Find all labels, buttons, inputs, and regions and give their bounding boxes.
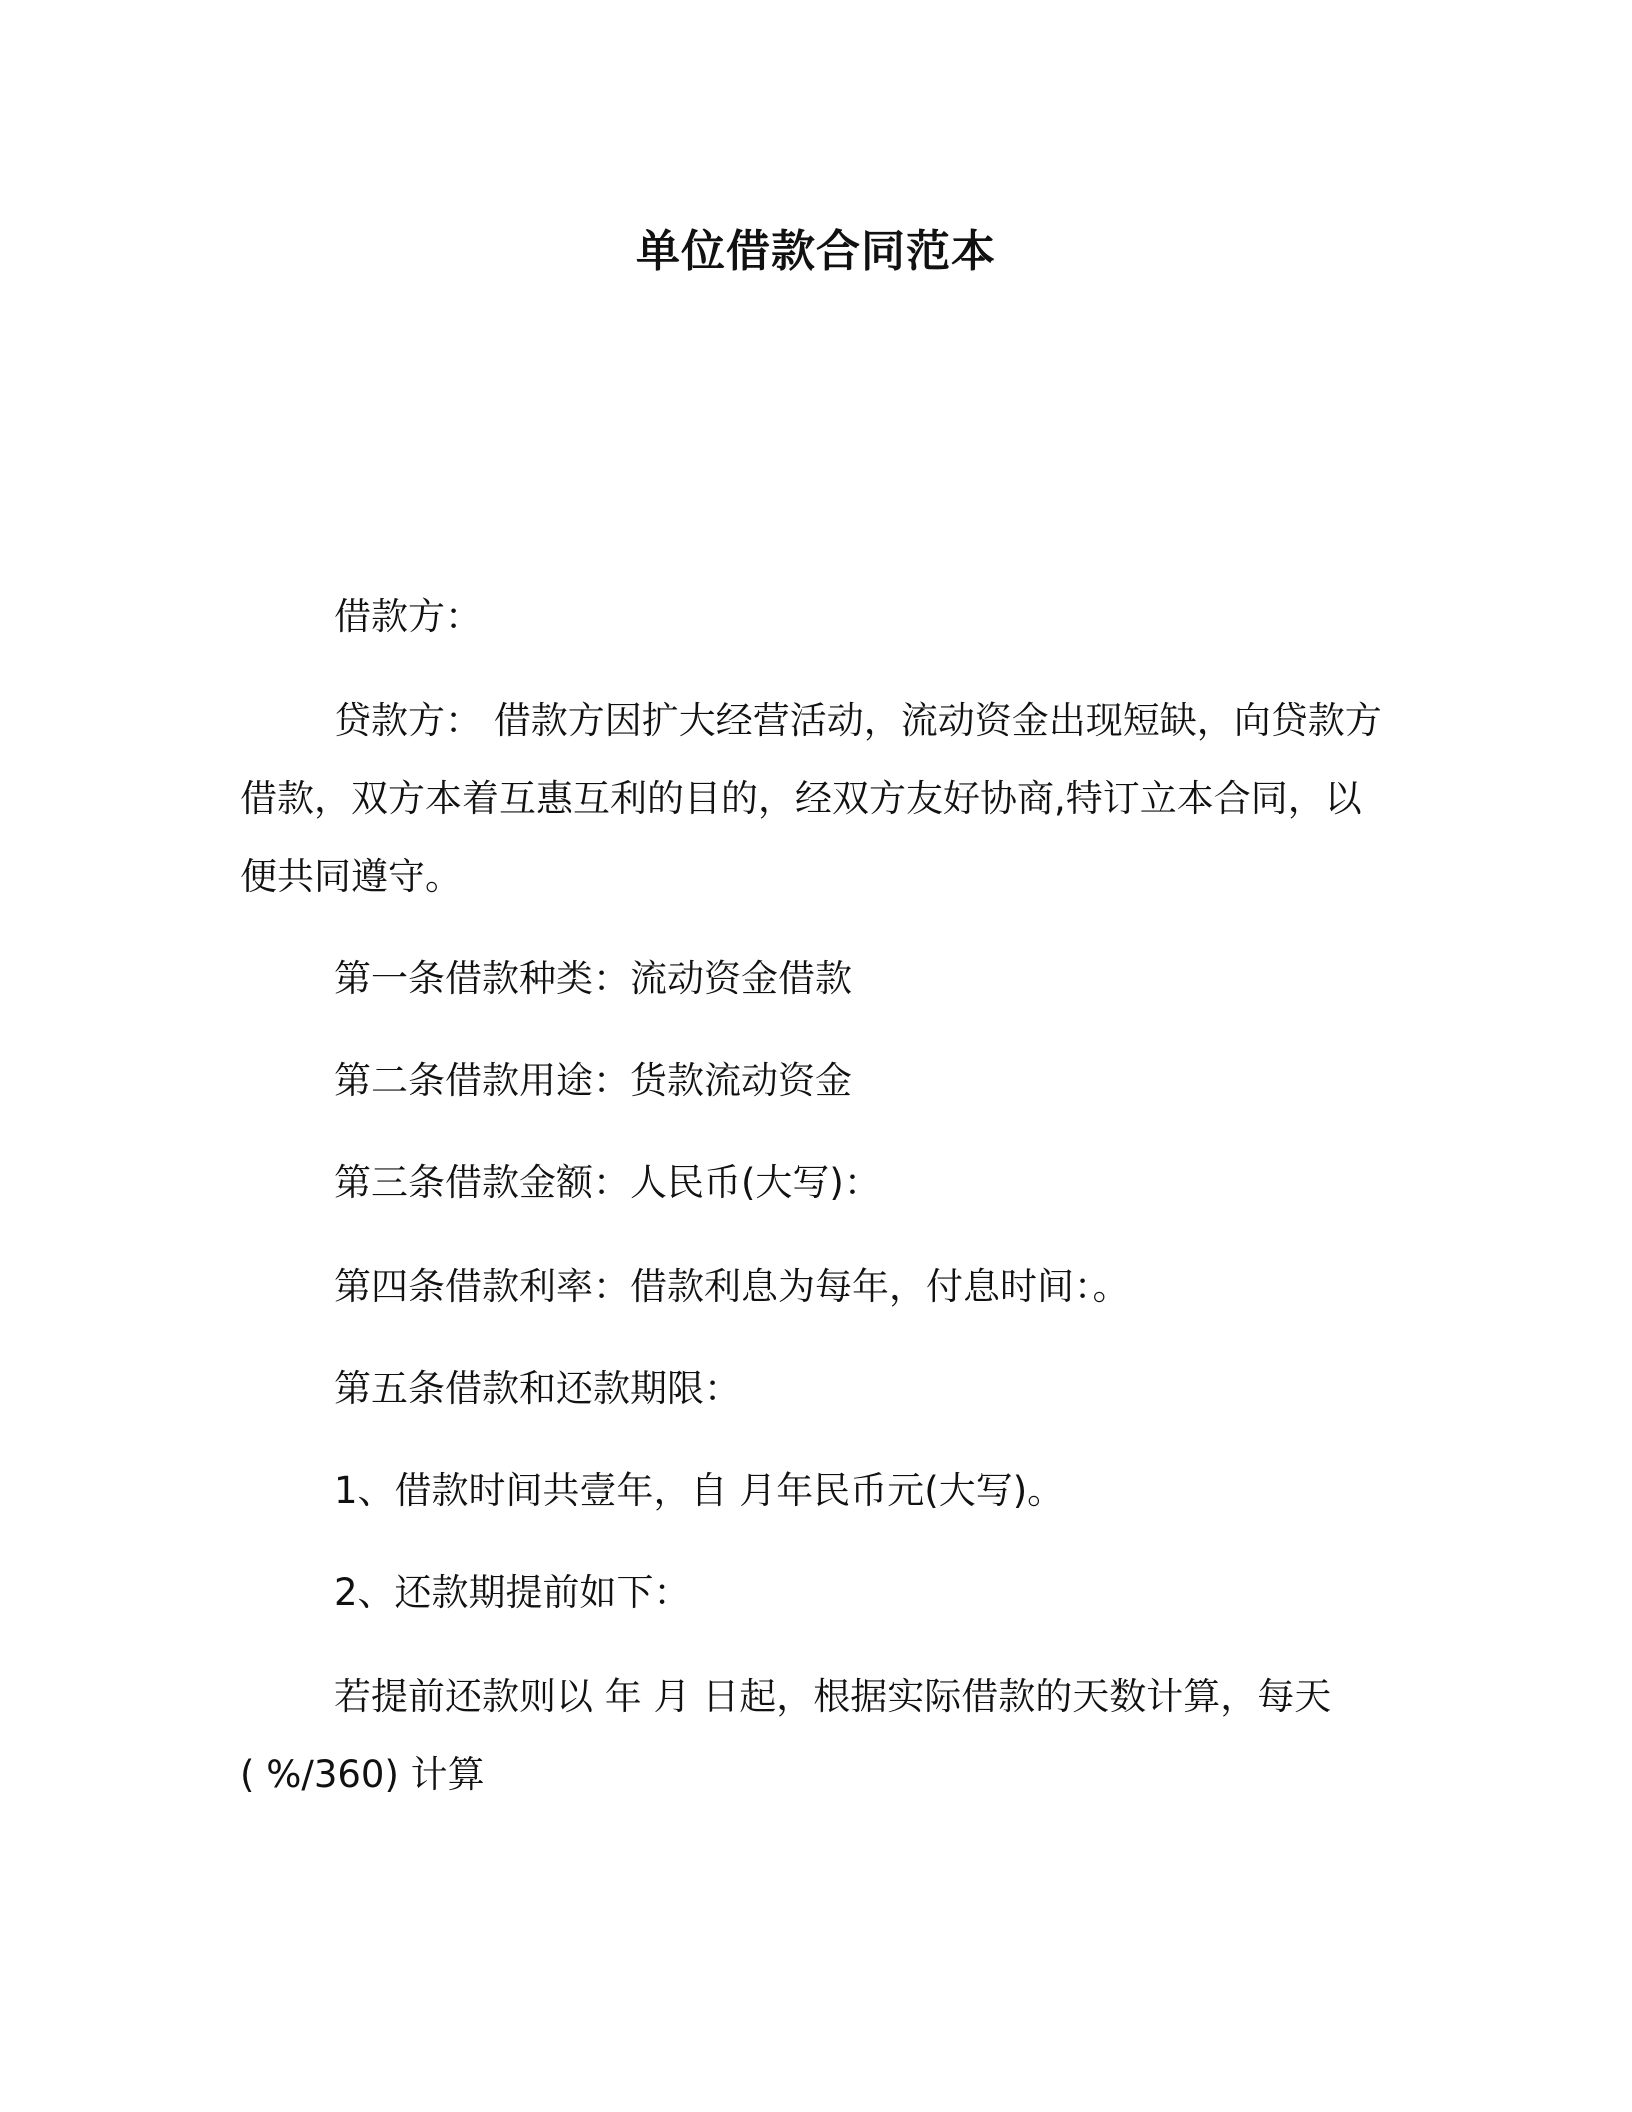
lender-line: 贷款方： 借款方因扩大经营活动，流动资金出现短缺，向贷款方 <box>334 699 1382 742</box>
article-5-loan-term: 第五条借款和还款期限： <box>334 1367 741 1410</box>
article-1-loan-type: 第一条借款种类：流动资金借款 <box>334 957 852 1000</box>
preamble-line-3: 便共同遵守。 <box>240 855 462 898</box>
article-4-interest-rate: 第四条借款利率：借款利息为每年，付息时间：。 <box>334 1265 1130 1308</box>
preamble-line-2: 借款，双方本着互惠互利的目的，经双方友好协商,特订立本合同，以 <box>240 777 1362 820</box>
document-title: 单位借款合同范本 <box>636 226 996 277</box>
article-3-loan-amount: 第三条借款金额：人民币(大写)： <box>334 1161 881 1204</box>
early-repayment-line-2: ( %/360) 计算 <box>240 1753 485 1796</box>
article-2-loan-purpose: 第二条借款用途：货款流动资金 <box>334 1059 852 1102</box>
term-clause-2: 2、还款期提前如下： <box>334 1571 691 1614</box>
early-repayment-line-1: 若提前还款则以 年 月 日起，根据实际借款的天数计算，每天 <box>334 1675 1332 1718</box>
borrower-line: 借款方： <box>334 595 482 638</box>
term-clause-1: 1、借款时间共壹年，自 月年民币元(大写)。 <box>334 1469 1065 1512</box>
